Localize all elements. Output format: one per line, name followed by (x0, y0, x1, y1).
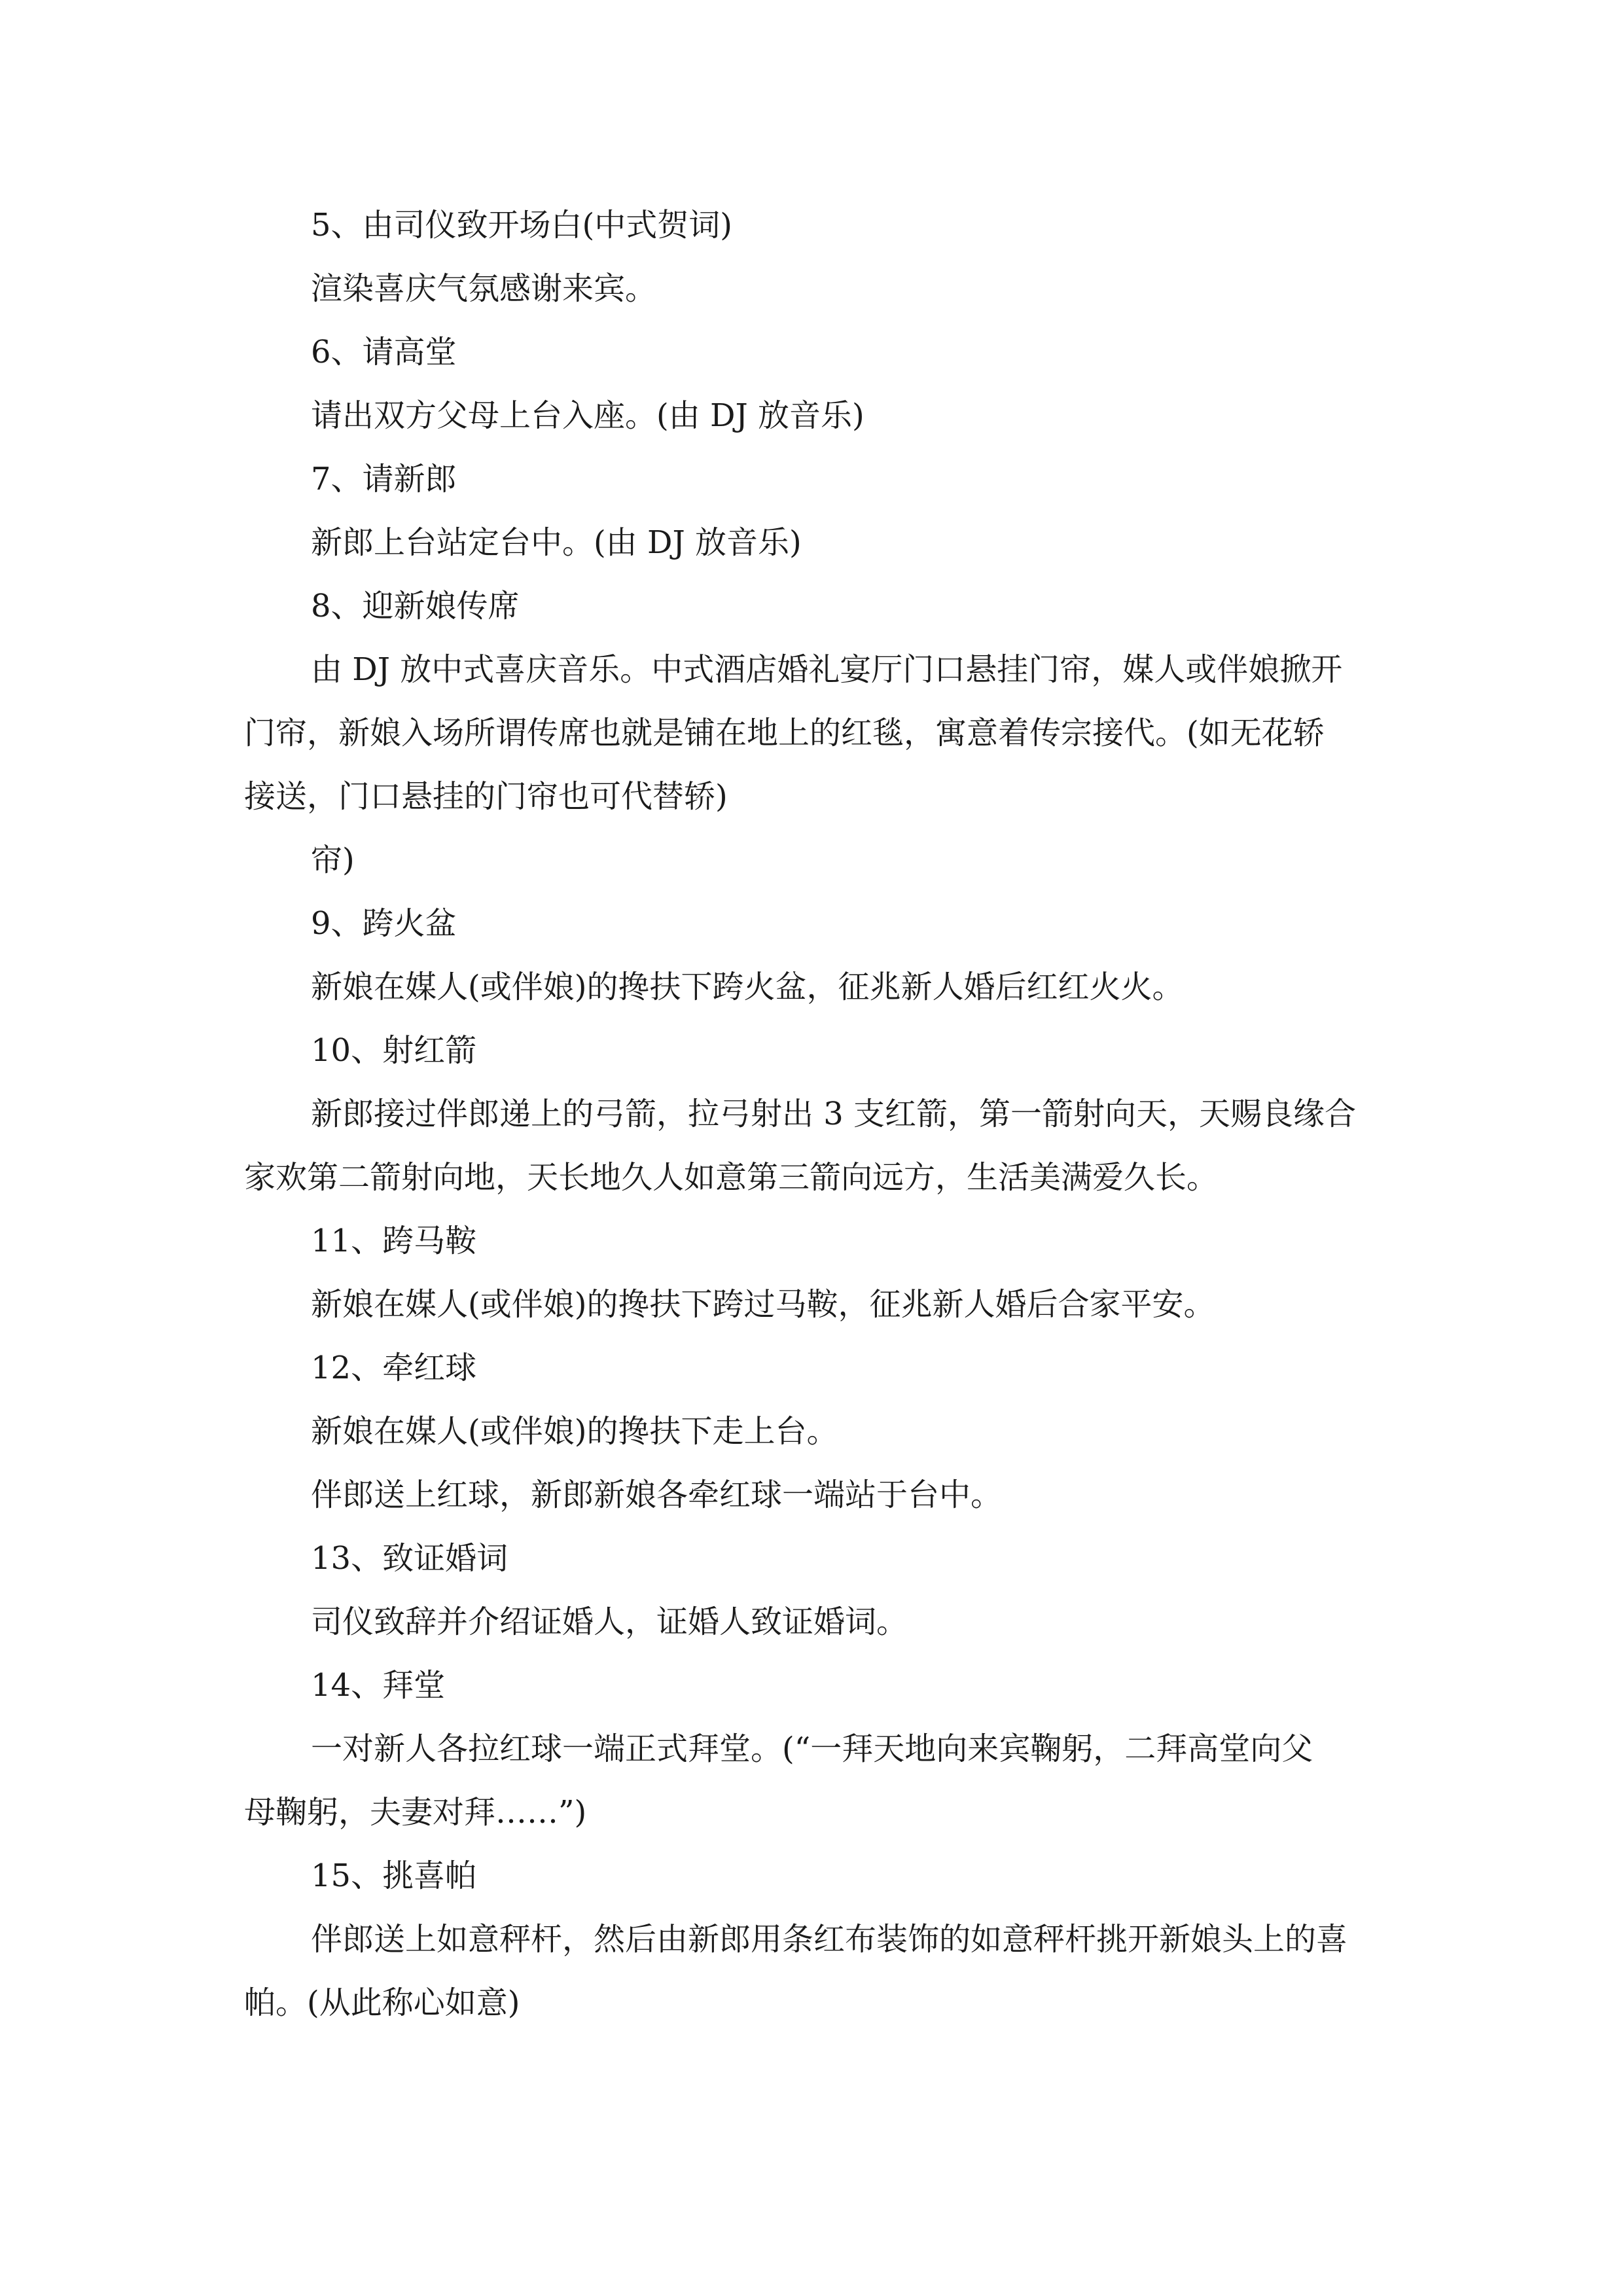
section-heading: 6、请高堂 (311, 334, 457, 370)
section-body: 伴郎送上红球，新郎新娘各牵红球一端站于台中。 (311, 1477, 1003, 1513)
section-body: 请出双方父母上台入座。(由 DJ 放音乐) (311, 397, 865, 434)
paragraph-line: 接送，门口悬挂的门帘也可代替轿) (244, 778, 728, 815)
paragraph-line: 家欢第二箭射向地，天长地久人如意第三箭向远方，生活美满爱久长。 (244, 1159, 1219, 1196)
section-body: 新娘在媒人(或伴娘)的搀扶下跨火盆，征兆新人婚后红红火火。 (311, 969, 1184, 1005)
paragraph-line: 新郎接过伴郎递上的弓箭，拉弓射出 3 支红箭，第一箭射向天，天赐良缘合 (311, 1096, 1357, 1132)
section-heading: 10、射红箭 (311, 1032, 477, 1069)
section-heading: 15、挑喜帕 (311, 1857, 477, 1894)
section-heading: 11、跨马鞍 (311, 1223, 477, 1259)
paragraph-line: 门帘，新娘入场所谓传席也就是铺在地上的红毯，寓意着传宗接代。(如无花轿 (244, 715, 1325, 751)
section-body: 新娘在媒人(或伴娘)的搀扶下走上台。 (311, 1413, 838, 1450)
document-body (244, 194, 1382, 2035)
section-heading: 7、请新郎 (311, 461, 457, 497)
section-body: 新娘在媒人(或伴娘)的搀扶下跨过马鞍，征兆新人婚后合家平安。 (311, 1286, 1215, 1323)
section-heading: 9、跨火盆 (311, 905, 457, 942)
section-heading: 13、致证婚词 (311, 1540, 508, 1577)
section-body: 渲染喜庆气氛感谢来宾。 (311, 270, 657, 307)
paragraph-line: 由 DJ 放中式喜庆音乐。中式酒店婚礼宴厅门口悬挂门帘，媒人或伴娘掀开 (311, 651, 1343, 688)
section-body: 司仪致辞并介绍证婚人，证婚人致证婚词。 (311, 1604, 908, 1640)
paragraph-line: 帕。(从此称心如意) (244, 1984, 520, 2021)
paragraph-line: 一对新人各拉红球一端正式拜堂。(“一拜天地向来宾鞠躬，二拜高堂向父 (311, 1731, 1313, 1767)
section-heading: 8、迎新娘传席 (311, 588, 520, 624)
paragraph-line: 母鞠躬，夫妻对拜……”) (244, 1794, 587, 1831)
paragraph-line: 伴郎送上如意秤杆，然后由新郎用条红布装饰的如意秤杆挑开新娘头上的喜 (311, 1921, 1348, 1958)
section-heading: 14、拜堂 (311, 1667, 446, 1704)
paragraph-fragment: 帘) (311, 842, 355, 878)
section-heading: 5、由司仪致开场白(中式贺词) (311, 207, 732, 243)
section-body: 新郎上台站定台中。(由 DJ 放音乐) (311, 524, 802, 561)
section-heading: 12、牵红球 (311, 1350, 477, 1386)
